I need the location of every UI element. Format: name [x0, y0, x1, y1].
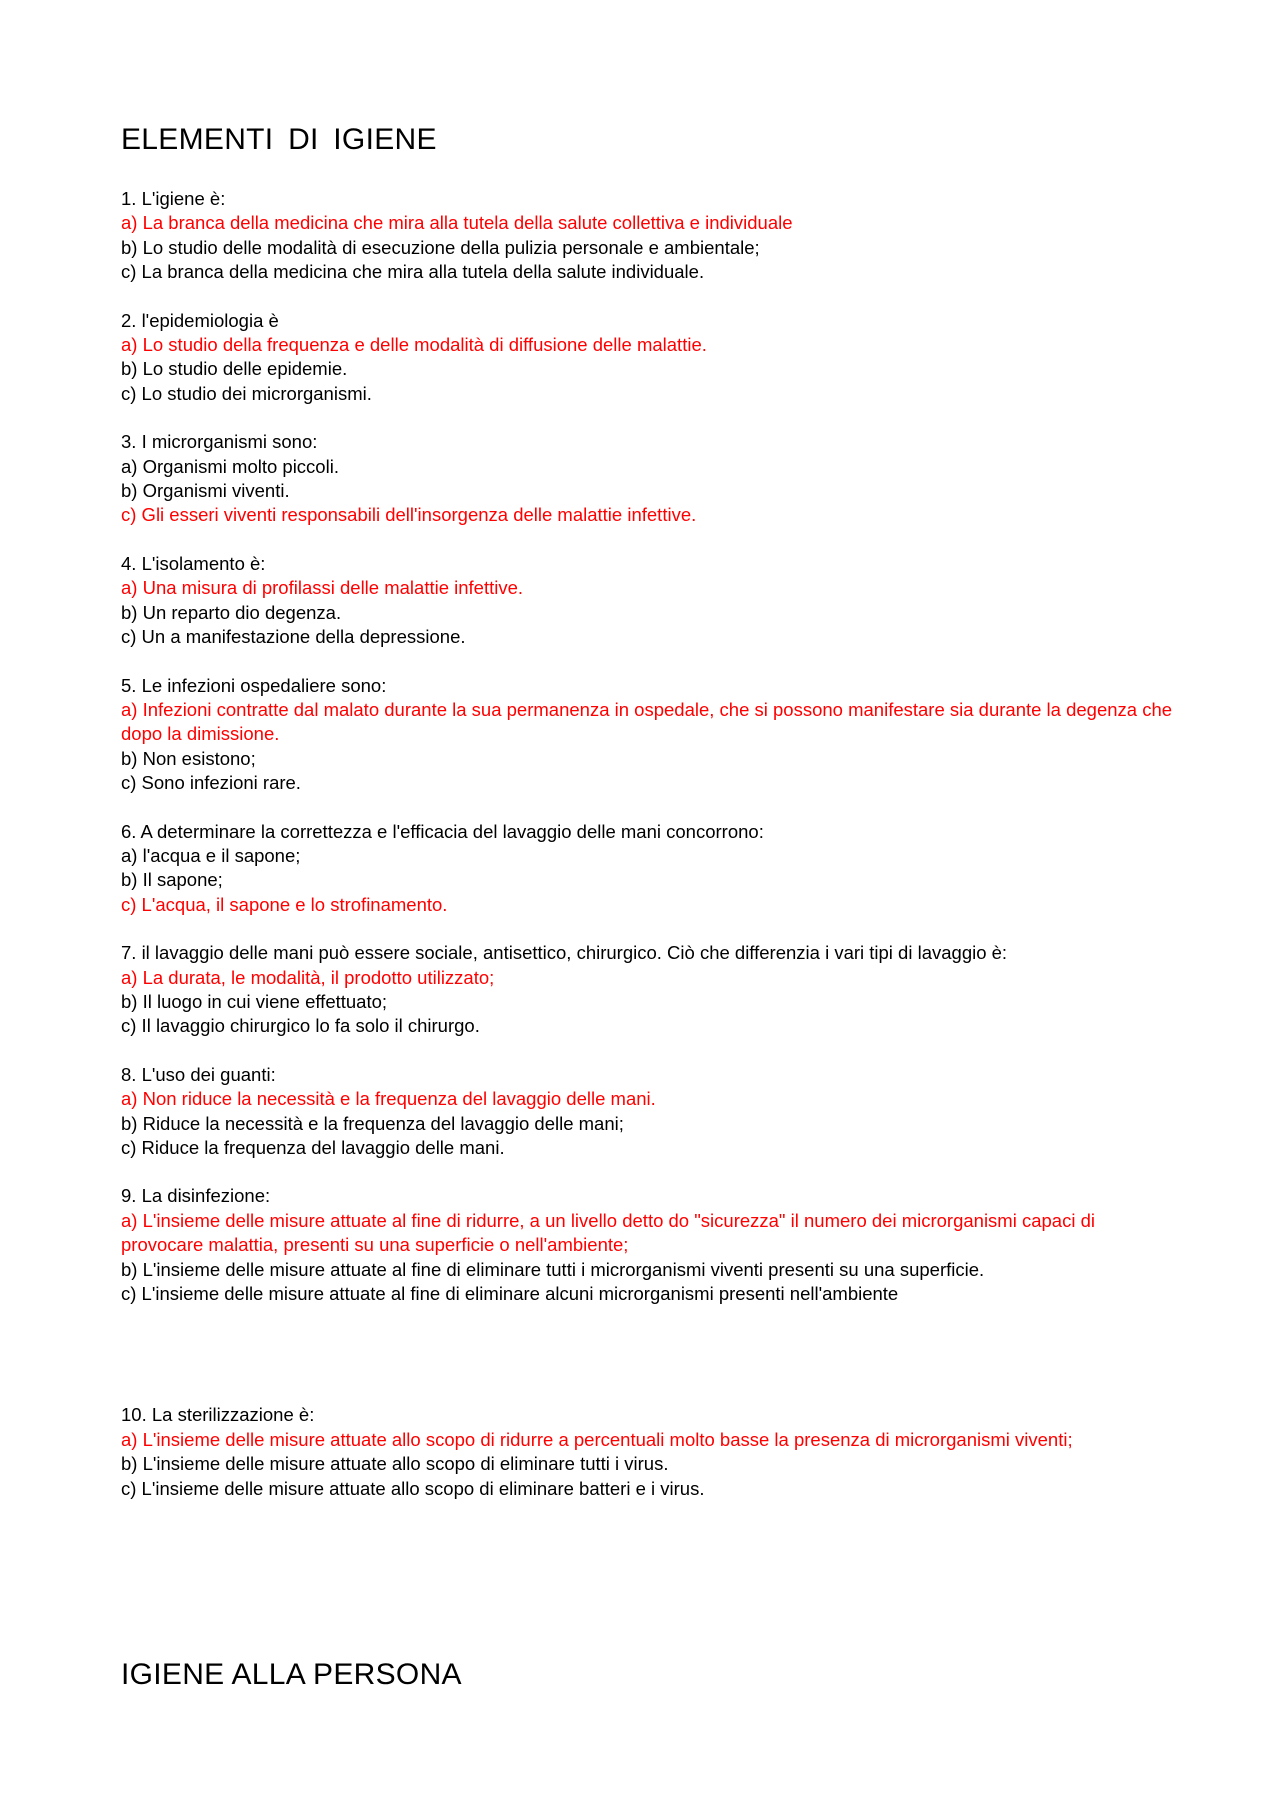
question-6	[121, 820, 1181, 918]
answer-option-b: b) Il luogo in cui viene effettuato;	[121, 990, 388, 1012]
question-2	[121, 309, 1181, 407]
section-title-igiene-alla-persona: IGIENE ALLA PERSONA	[121, 1658, 462, 1691]
answer-option-c: c) Riduce la frequenza del lavaggio delle mani.	[121, 1137, 505, 1158]
question-7	[121, 941, 1181, 1039]
question-text: 4. L'isolamento è:	[121, 552, 266, 574]
answer-option-a-correct: a) L'insieme delle misure attuate al fine di ridurre, a un livello detto do "sicurezza" il numero dei microrganismi capaci di provocare malattia, presenti su una superficie o nell'ambiente;	[121, 1209, 1095, 1256]
question-text: 2. l'epidemiologia è	[121, 309, 279, 331]
section-title-elementi-di-igiene: ELEMENTI DI IGIENE	[121, 123, 437, 156]
answer-option-c: c) Il lavaggio chirurgico lo fa solo il chirurgo.	[121, 1015, 480, 1037]
answer-option-a-correct: a) L'insieme delle misure attuate allo scopo di ridurre a percentuali molto basse la presenza di microrganismi viventi;	[121, 1428, 1073, 1450]
answer-option-c: c) Un a manifestazione della depressione.	[121, 626, 466, 648]
answer-option-b: b) Lo studio delle epidemie.	[121, 358, 348, 380]
answer-option-c: c) La branca della medicina che mira alla tutela della salute individuale.	[121, 261, 705, 283]
answer-option-b: b) Un reparto dio degenza.	[121, 601, 342, 623]
question-4	[121, 552, 1181, 650]
answer-option-c: c) Lo studio dei microrganismi.	[121, 382, 372, 404]
question-text: 7. il lavaggio delle mani può essere sociale, antisettico, chirurgico. Ciò che differenzia i vari tipi di lavaggio è:	[121, 942, 1008, 964]
question-list	[121, 187, 1181, 1525]
answer-option-a-correct: a) La durata, le modalità, il prodotto utilizzato;	[121, 966, 495, 988]
answer-option-c-correct: c) L'acqua, il sapone e lo strofinamento.	[121, 893, 448, 915]
answer-option-c-correct: c) Gli esseri viventi responsabili dell'insorgenza delle malattie infettive.	[121, 504, 697, 526]
question-5	[121, 674, 1181, 796]
answer-option-a: a) Organismi molto piccoli.	[121, 455, 339, 477]
answer-option-a-correct: a) Lo studio della frequenza e delle modalità di diffusione delle malattie.	[121, 334, 707, 356]
answer-option-b: b) Riduce la necessità e la frequenza del lavaggio delle mani;	[121, 1112, 624, 1134]
answer-option-a-correct: a) Una misura di profilassi delle malattie infettive.	[121, 577, 524, 599]
question-text: 10. La sterilizzazione è:	[121, 1404, 315, 1426]
answer-option-c: c) Sono infezioni rare.	[121, 772, 301, 794]
question-text: 8. L'uso dei guanti:	[121, 1063, 276, 1085]
question-8	[121, 1063, 1181, 1161]
answer-option-b: b) Lo studio delle modalità di esecuzione della pulizia personale e ambientale;	[121, 236, 760, 258]
question-10	[121, 1403, 1181, 1501]
question-text: 6. A determinare la correttezza e l'efficacia del lavaggio delle mani concorrono:	[121, 820, 764, 842]
question-text: 1. L'igiene è:	[121, 188, 226, 209]
answer-option-a-correct: a) La branca della medicina che mira alla tutela della salute collettiva e individuale	[121, 212, 793, 234]
answer-option-b: b) Organismi viventi.	[121, 480, 290, 502]
answer-option-a: a) l'acqua e il sapone;	[121, 844, 301, 866]
answer-option-b: b) Non esistono;	[121, 747, 256, 769]
answer-option-b: b) L'insieme delle misure attuate al fine di eliminare tutti i microrganismi viventi presenti su una superficie.	[121, 1258, 985, 1280]
question-text: 3. I microrganismi sono:	[121, 431, 318, 453]
answer-option-a-correct: a) Infezioni contratte dal malato durante la sua permanenza in ospedale, che si possono manifestare sia durante la degenza che dopo la dimissione.	[121, 698, 1173, 745]
question-3	[121, 430, 1181, 528]
answer-option-b: b) Il sapone;	[121, 869, 223, 891]
question-text: 5. Le infezioni ospedaliere sono:	[121, 674, 387, 696]
answer-option-a-correct: a) Non riduce la necessità e la frequenza del lavaggio delle mani.	[121, 1088, 656, 1110]
answer-option-c: c) L'insieme delle misure attuate allo scopo di eliminare batteri e i virus.	[121, 1477, 705, 1499]
question-9	[121, 1184, 1181, 1306]
question-1	[121, 187, 1181, 285]
answer-option-c: c) L'insieme delle misure attuate al fine di eliminare alcuni microrganismi presenti nell'ambiente	[121, 1283, 899, 1305]
answer-option-b: b) L'insieme delle misure attuate allo scopo di eliminare tutti i virus.	[121, 1453, 669, 1475]
question-text: 9. La disinfezione:	[121, 1185, 271, 1207]
